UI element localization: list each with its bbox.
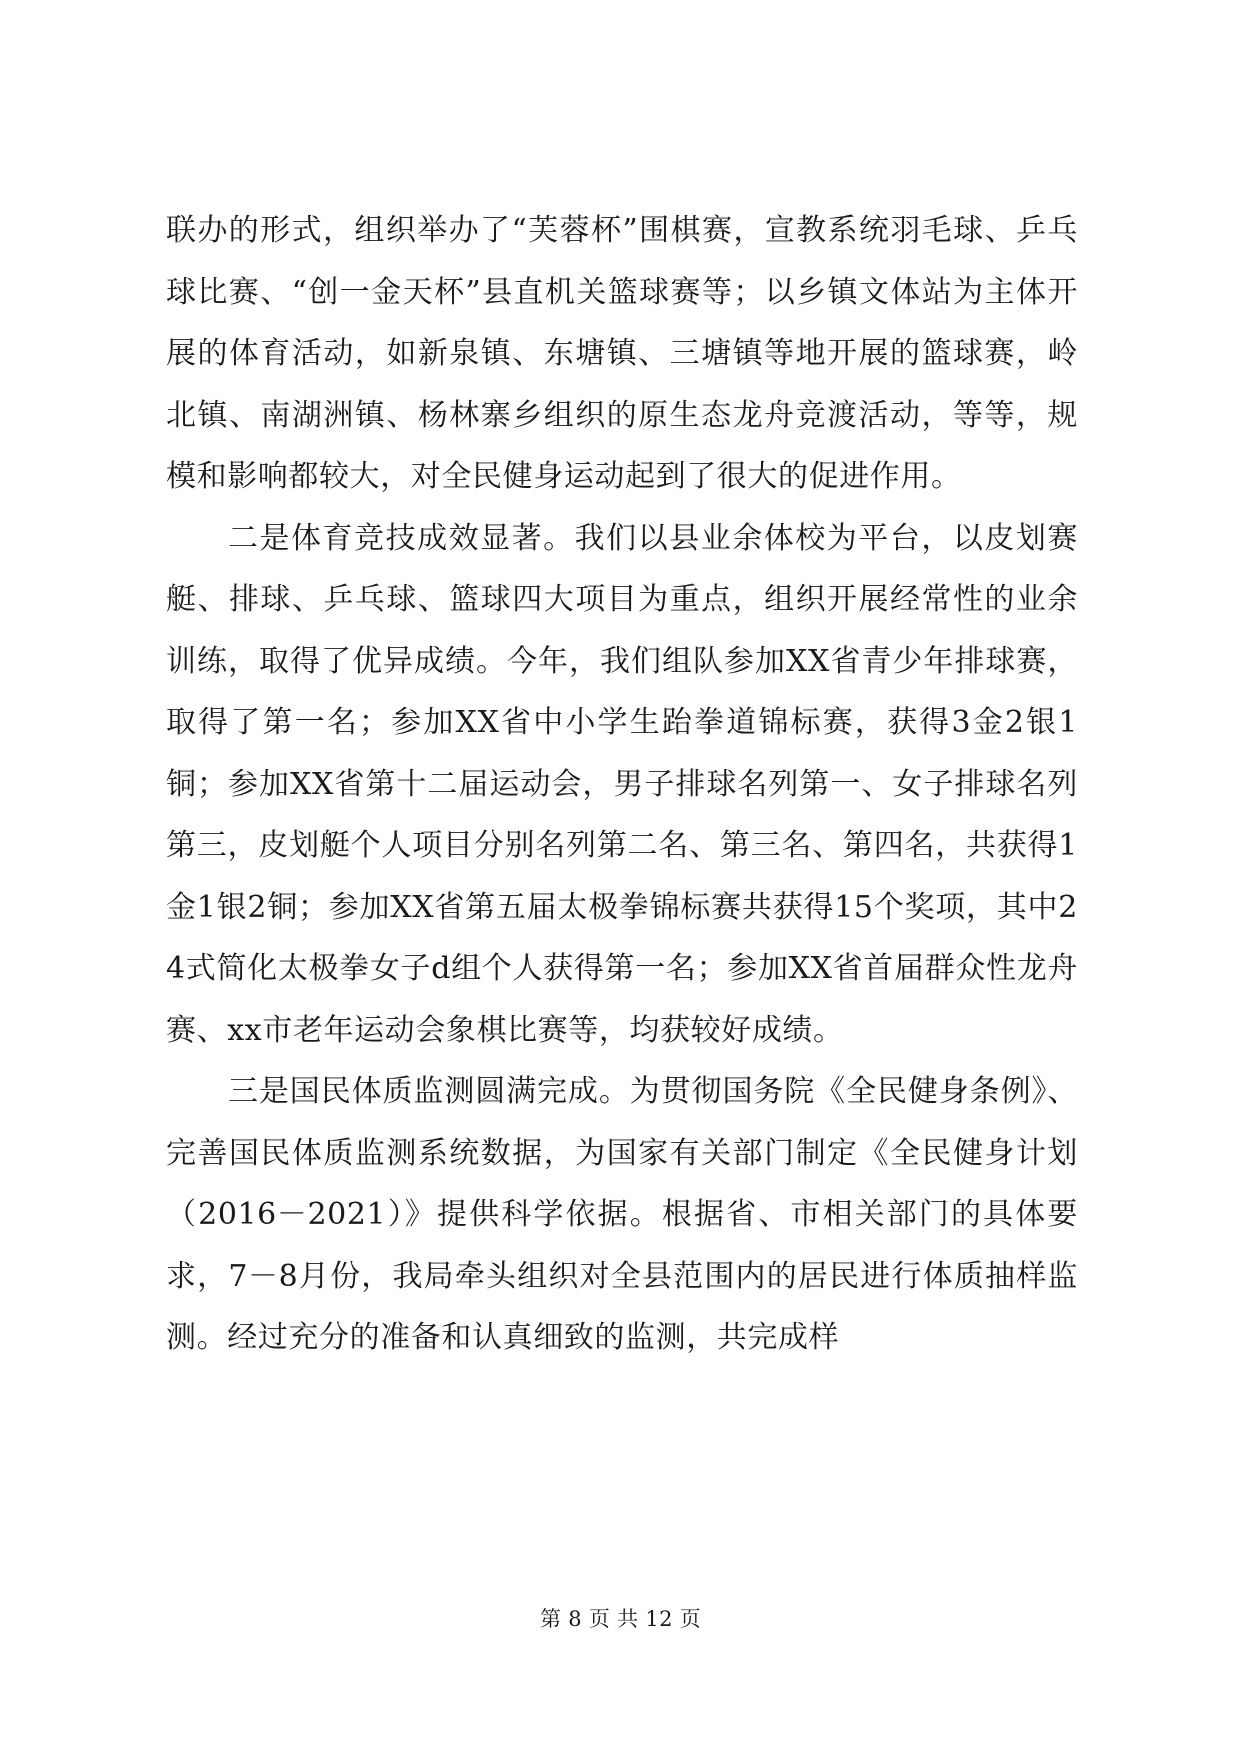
paragraph-continuation: 联办的形式，组织举办了“芙蓉杯”围棋赛，宣教系统羽毛球、乒乓球比赛、“创一金天杯”县直机关篮球赛等；以乡镇文体站为主体开展的体育活动，如新泉镇、东塘镇、三塘镇等地开展的篮球赛，岭北镇、南湖洲镇、杨林寨乡组织的原生态龙舟竞渡活动，等等，规模和影响都较大，对全民健身运动起到了很大的促进作用。: [166, 213, 1078, 494]
page-number-footer: 第 8 页 共 12 页: [539, 1607, 702, 1631]
paragraph-physique-monitoring: 三是国民体质监测圆满完成。为贯彻国务院《全民健身条例》、完善国民体质监测系统数据，为国家有关部门制定《全民健身计划（2016－2021）》提供科学依据。根据省、市相关部门的具体要求，7－8月份，我局牵头组织对全县范围内的居民进行体质抽样监测。经过充分的准备和认真细致的监测，共完成样: [166, 1074, 1078, 1355]
document-body: [166, 200, 1078, 1369]
paragraph-sports-competition: 二是体育竞技成效显著。我们以县业余体校为平台，以皮划赛艇、排球、乒乓球、篮球四大项目为重点，组织开展经常性的业余训练，取得了优异成绩。今年，我们组队参加XX省青少年排球赛，取得了第一名；参加XX省中小学生跆拳道锦标赛，获得3金2银1铜；参加XX省第十二届运动会，男子排球名列第一、女子排球名列第三，皮划艇个人项目分别名列第二名、第三名、第四名，共获得1金1银2铜；参加XX省第五届太极拳锦标赛共获得15个奖项，其中24式简化太极拳女子d组个人获得第一名；参加XX省首届群众性龙舟赛、xx市老年运动会象棋比赛等，均获较好成绩。: [166, 520, 1078, 1048]
